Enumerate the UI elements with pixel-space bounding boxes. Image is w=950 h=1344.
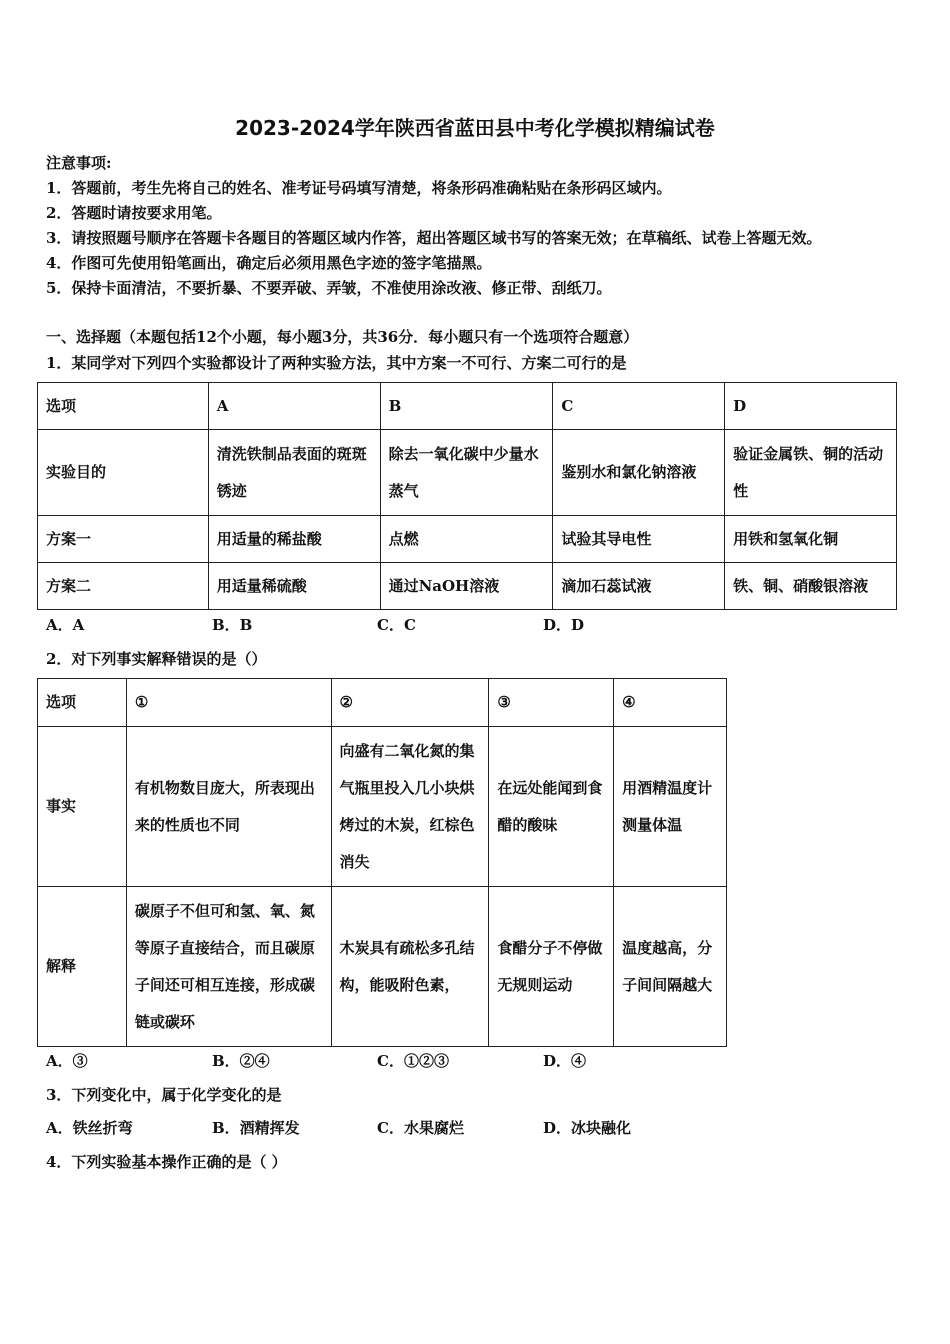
question-3-stem: 3．下列变化中，属于化学变化的是 <box>46 1086 282 1104</box>
table-cell: ④ <box>614 679 727 727</box>
table-cell: 用铁和氢氧化铜 <box>725 516 897 563</box>
answer-option-b[interactable]: B．酒精挥发 <box>212 1119 300 1137</box>
section-heading: 一、选择题（本题包括12个小题，每小题3分，共36分．每小题只有一个选项符合题意） <box>46 328 639 346</box>
table-cell: 实验目的 <box>38 430 209 516</box>
notice-heading: 注意事项: <box>46 154 112 172</box>
table-cell: 向盛有二氧化氮的集气瓶里投入几小块烘烤过的木炭，红棕色消失 <box>331 727 489 887</box>
table-cell: D <box>725 383 897 430</box>
notice-item: 5．保持卡面清洁，不要折暴、不要弄破、弄皱，不准使用涂改液、修正带、刮纸刀。 <box>46 279 612 297</box>
table-cell: 滴加石蕊试液 <box>553 563 725 610</box>
answer-option-a[interactable]: A．A <box>46 616 85 634</box>
table-cell: 选项 <box>38 383 209 430</box>
table-cell: 有机物数目庞大，所表现出来的性质也不同 <box>126 727 331 887</box>
table-cell: 通过NaOH溶液 <box>380 563 553 610</box>
table-cell: 选项 <box>38 679 127 727</box>
notice-item: 3．请按照题号顺序在答题卡各题目的答题区域内作答，超出答题区域书写的答案无效；在草稿纸、试卷上答题无效。 <box>46 229 822 247</box>
table-cell: 点燃 <box>380 516 553 563</box>
table-cell: ① <box>126 679 331 727</box>
table-row <box>38 516 897 563</box>
table-cell: 验证金属铁、铜的活动性 <box>725 430 897 516</box>
table-cell: 温度越高，分子间间隔越大 <box>614 887 727 1047</box>
answer-option-c[interactable]: C．水果腐烂 <box>377 1119 464 1137</box>
notice-item: 1．答题前，考生先将自己的姓名、准考证号码填写清楚，将条形码准确粘贴在条形码区域内。 <box>46 179 672 197</box>
table-cell: B <box>380 383 553 430</box>
table-cell: 方案二 <box>38 563 209 610</box>
question-2-table <box>37 678 727 1047</box>
table-cell: 用酒精温度计测量体温 <box>614 727 727 887</box>
table-cell: 清洗铁制品表面的斑斑锈迹 <box>208 430 380 516</box>
notice-item: 4．作图可先使用铅笔画出，确定后必须用黑色字迹的签字笔描黑。 <box>46 254 492 272</box>
answer-option-c[interactable]: C．C <box>377 616 416 634</box>
table-row <box>38 563 897 610</box>
answer-option-d[interactable]: D．冰块融化 <box>543 1119 632 1137</box>
table-row <box>38 727 727 887</box>
page-title: 2023-2024学年陕西省蓝田县中考化学模拟精编试卷 <box>235 116 715 140</box>
answer-option-d[interactable]: D．D <box>543 616 585 634</box>
table-cell: 碳原子不但可和氢、氧、氮等原子直接结合，而且碳原子间还可相互连接，形成碳链或碳环 <box>126 887 331 1047</box>
table-cell: 食醋分子不停做无规则运动 <box>489 887 614 1047</box>
answer-option-d[interactable]: D．④ <box>543 1052 587 1070</box>
table-row <box>38 430 897 516</box>
table-cell: 在远处能闻到食醋的酸味 <box>489 727 614 887</box>
table-cell: 试验其导电性 <box>553 516 725 563</box>
question-1-table <box>37 382 897 610</box>
table-cell: ③ <box>489 679 614 727</box>
table-row <box>38 887 727 1047</box>
table-cell: A <box>208 383 380 430</box>
table-header-row <box>38 679 727 727</box>
table-cell: 鉴别水和氯化钠溶液 <box>553 430 725 516</box>
question-2-stem: 2．对下列事实解释错误的是（） <box>46 650 267 668</box>
table-cell: 方案一 <box>38 516 209 563</box>
answer-option-c[interactable]: C．①②③ <box>377 1052 449 1070</box>
table-cell: ② <box>331 679 489 727</box>
table-cell: 解释 <box>38 887 127 1047</box>
notice-item: 2．答题时请按要求用笔。 <box>46 204 222 222</box>
question-1-stem: 1．某同学对下列四个实验都设计了两种实验方法，其中方案一不可行、方案二可行的是 <box>46 354 627 372</box>
answer-option-a[interactable]: A．③ <box>46 1052 88 1070</box>
answer-option-b[interactable]: B．②④ <box>212 1052 270 1070</box>
table-header-row <box>38 383 897 430</box>
question-4-stem: 4．下列实验基本操作正确的是（ ） <box>46 1153 287 1171</box>
table-cell: 用适量稀硫酸 <box>208 563 380 610</box>
table-cell: C <box>553 383 725 430</box>
table-cell: 铁、铜、硝酸银溶液 <box>725 563 897 610</box>
table-cell: 除去一氧化碳中少量水蒸气 <box>380 430 553 516</box>
answer-option-b[interactable]: B．B <box>212 616 253 634</box>
table-cell: 事实 <box>38 727 127 887</box>
table-cell: 用适量的稀盐酸 <box>208 516 380 563</box>
table-cell: 木炭具有疏松多孔结构，能吸附色素， <box>331 887 489 1047</box>
answer-option-a[interactable]: A．铁丝折弯 <box>46 1119 133 1137</box>
